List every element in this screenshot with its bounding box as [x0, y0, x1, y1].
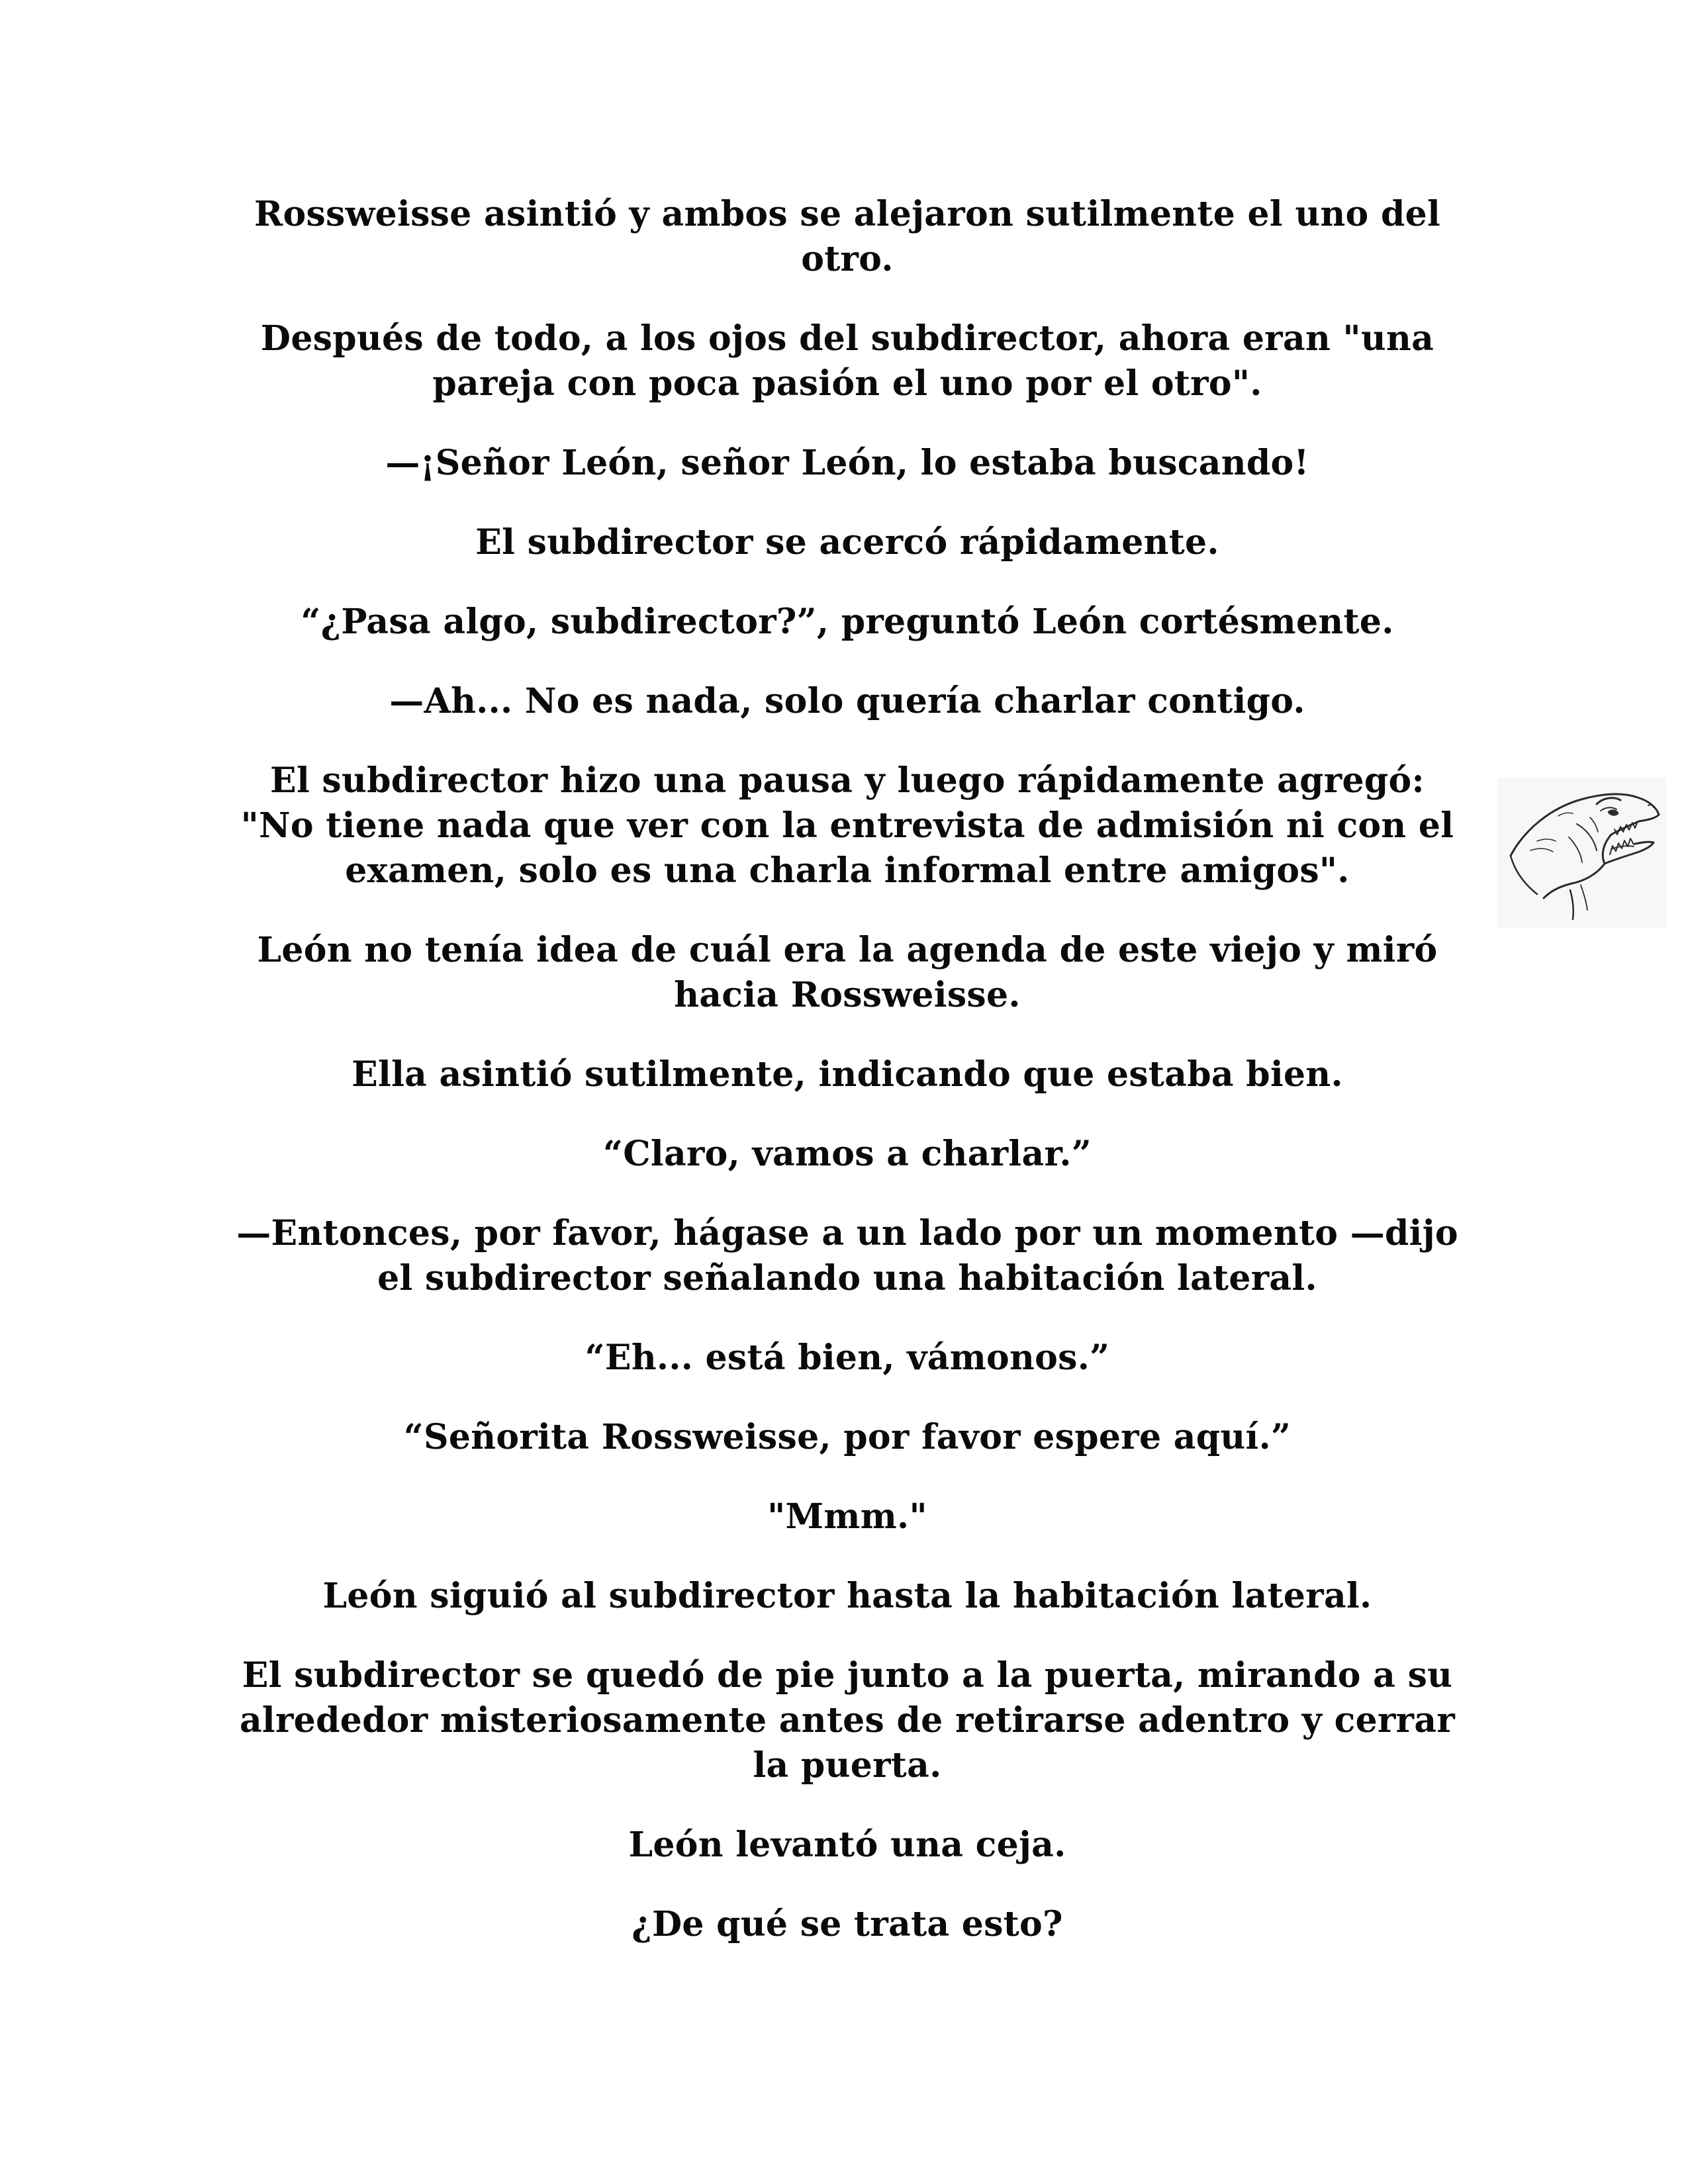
paragraph: [218, 1494, 1476, 1539]
paragraph: [218, 1336, 1476, 1381]
paragraph: [218, 928, 1476, 1018]
paragraph: [218, 1653, 1476, 1788]
text-line: “Claro, vamos a charlar.”: [603, 1134, 1092, 1174]
text-line: ¿De qué se trata esto?: [632, 1904, 1063, 1944]
text-line: El subdirector se quedó de pie junto a la puerta, mirando a su: [242, 1655, 1453, 1696]
text-line: Después de todo, a los ojos del subdirector, ahora eran "una: [260, 318, 1434, 359]
paragraph: [218, 758, 1476, 893]
text-line: León no tenía idea de cuál era la agenda de este viejo y miró: [257, 930, 1438, 970]
text-line: la puerta.: [753, 1745, 942, 1786]
dinosaur-head-sketch-icon: [1497, 778, 1667, 929]
text-line: alrededor misteriosamente antes de retirarse adentro y cerrar: [239, 1700, 1456, 1741]
text-line: el subdirector señalando una habitación lateral.: [377, 1258, 1317, 1298]
text-line: Rossweisse asintió y ambos se alejaron sutilmente el uno del: [254, 194, 1441, 234]
paragraph: [218, 1574, 1476, 1619]
paragraph: [218, 1211, 1476, 1301]
paragraph: [218, 441, 1476, 486]
text-line: hacia Rossweisse.: [674, 975, 1021, 1015]
text-line: pareja con poca pasión el uno por el otro".: [432, 363, 1262, 404]
text-line: “Señorita Rossweisse, por favor espere aquí.”: [403, 1417, 1291, 1457]
body-text: [218, 192, 1476, 1981]
paragraph: [218, 679, 1476, 724]
text-line: —Entonces, por favor, hágase a un lado por un momento —dijo: [236, 1213, 1458, 1253]
text-line: —Ah... No es nada, solo quería charlar contigo.: [389, 681, 1305, 721]
text-line: otro.: [801, 239, 894, 279]
paragraph: [218, 1415, 1476, 1460]
text-line: León levantó una ceja.: [628, 1825, 1066, 1865]
text-line: “Eh... está bien, vámonos.”: [585, 1338, 1110, 1378]
text-line: examen, solo es una charla informal entre amigos".: [345, 850, 1350, 891]
paragraph: [218, 600, 1476, 645]
text-line: —¡Señor León, señor León, lo estaba buscando!: [385, 443, 1309, 483]
paragraph: [218, 1052, 1476, 1097]
text-line: El subdirector hizo una pausa y luego rápidamente agregó:: [270, 760, 1425, 801]
text-line: "Mmm.": [767, 1496, 927, 1537]
text-line: "No tiene nada que ver con la entrevista de admisión ni con el: [240, 805, 1454, 846]
paragraph: [218, 316, 1476, 406]
paragraph: [218, 1823, 1476, 1868]
paragraph: [218, 1902, 1476, 1947]
text-line: “¿Pasa algo, subdirector?”, preguntó León cortésmente.: [301, 602, 1394, 642]
paragraph: [218, 1132, 1476, 1177]
text-line: El subdirector se acercó rápidamente.: [475, 522, 1219, 563]
paragraph: [218, 192, 1476, 282]
paragraph: [218, 520, 1476, 565]
text-line: Ella asintió sutilmente, indicando que estaba bien.: [352, 1054, 1343, 1095]
text-line: León siguió al subdirector hasta la habitación lateral.: [322, 1576, 1372, 1616]
